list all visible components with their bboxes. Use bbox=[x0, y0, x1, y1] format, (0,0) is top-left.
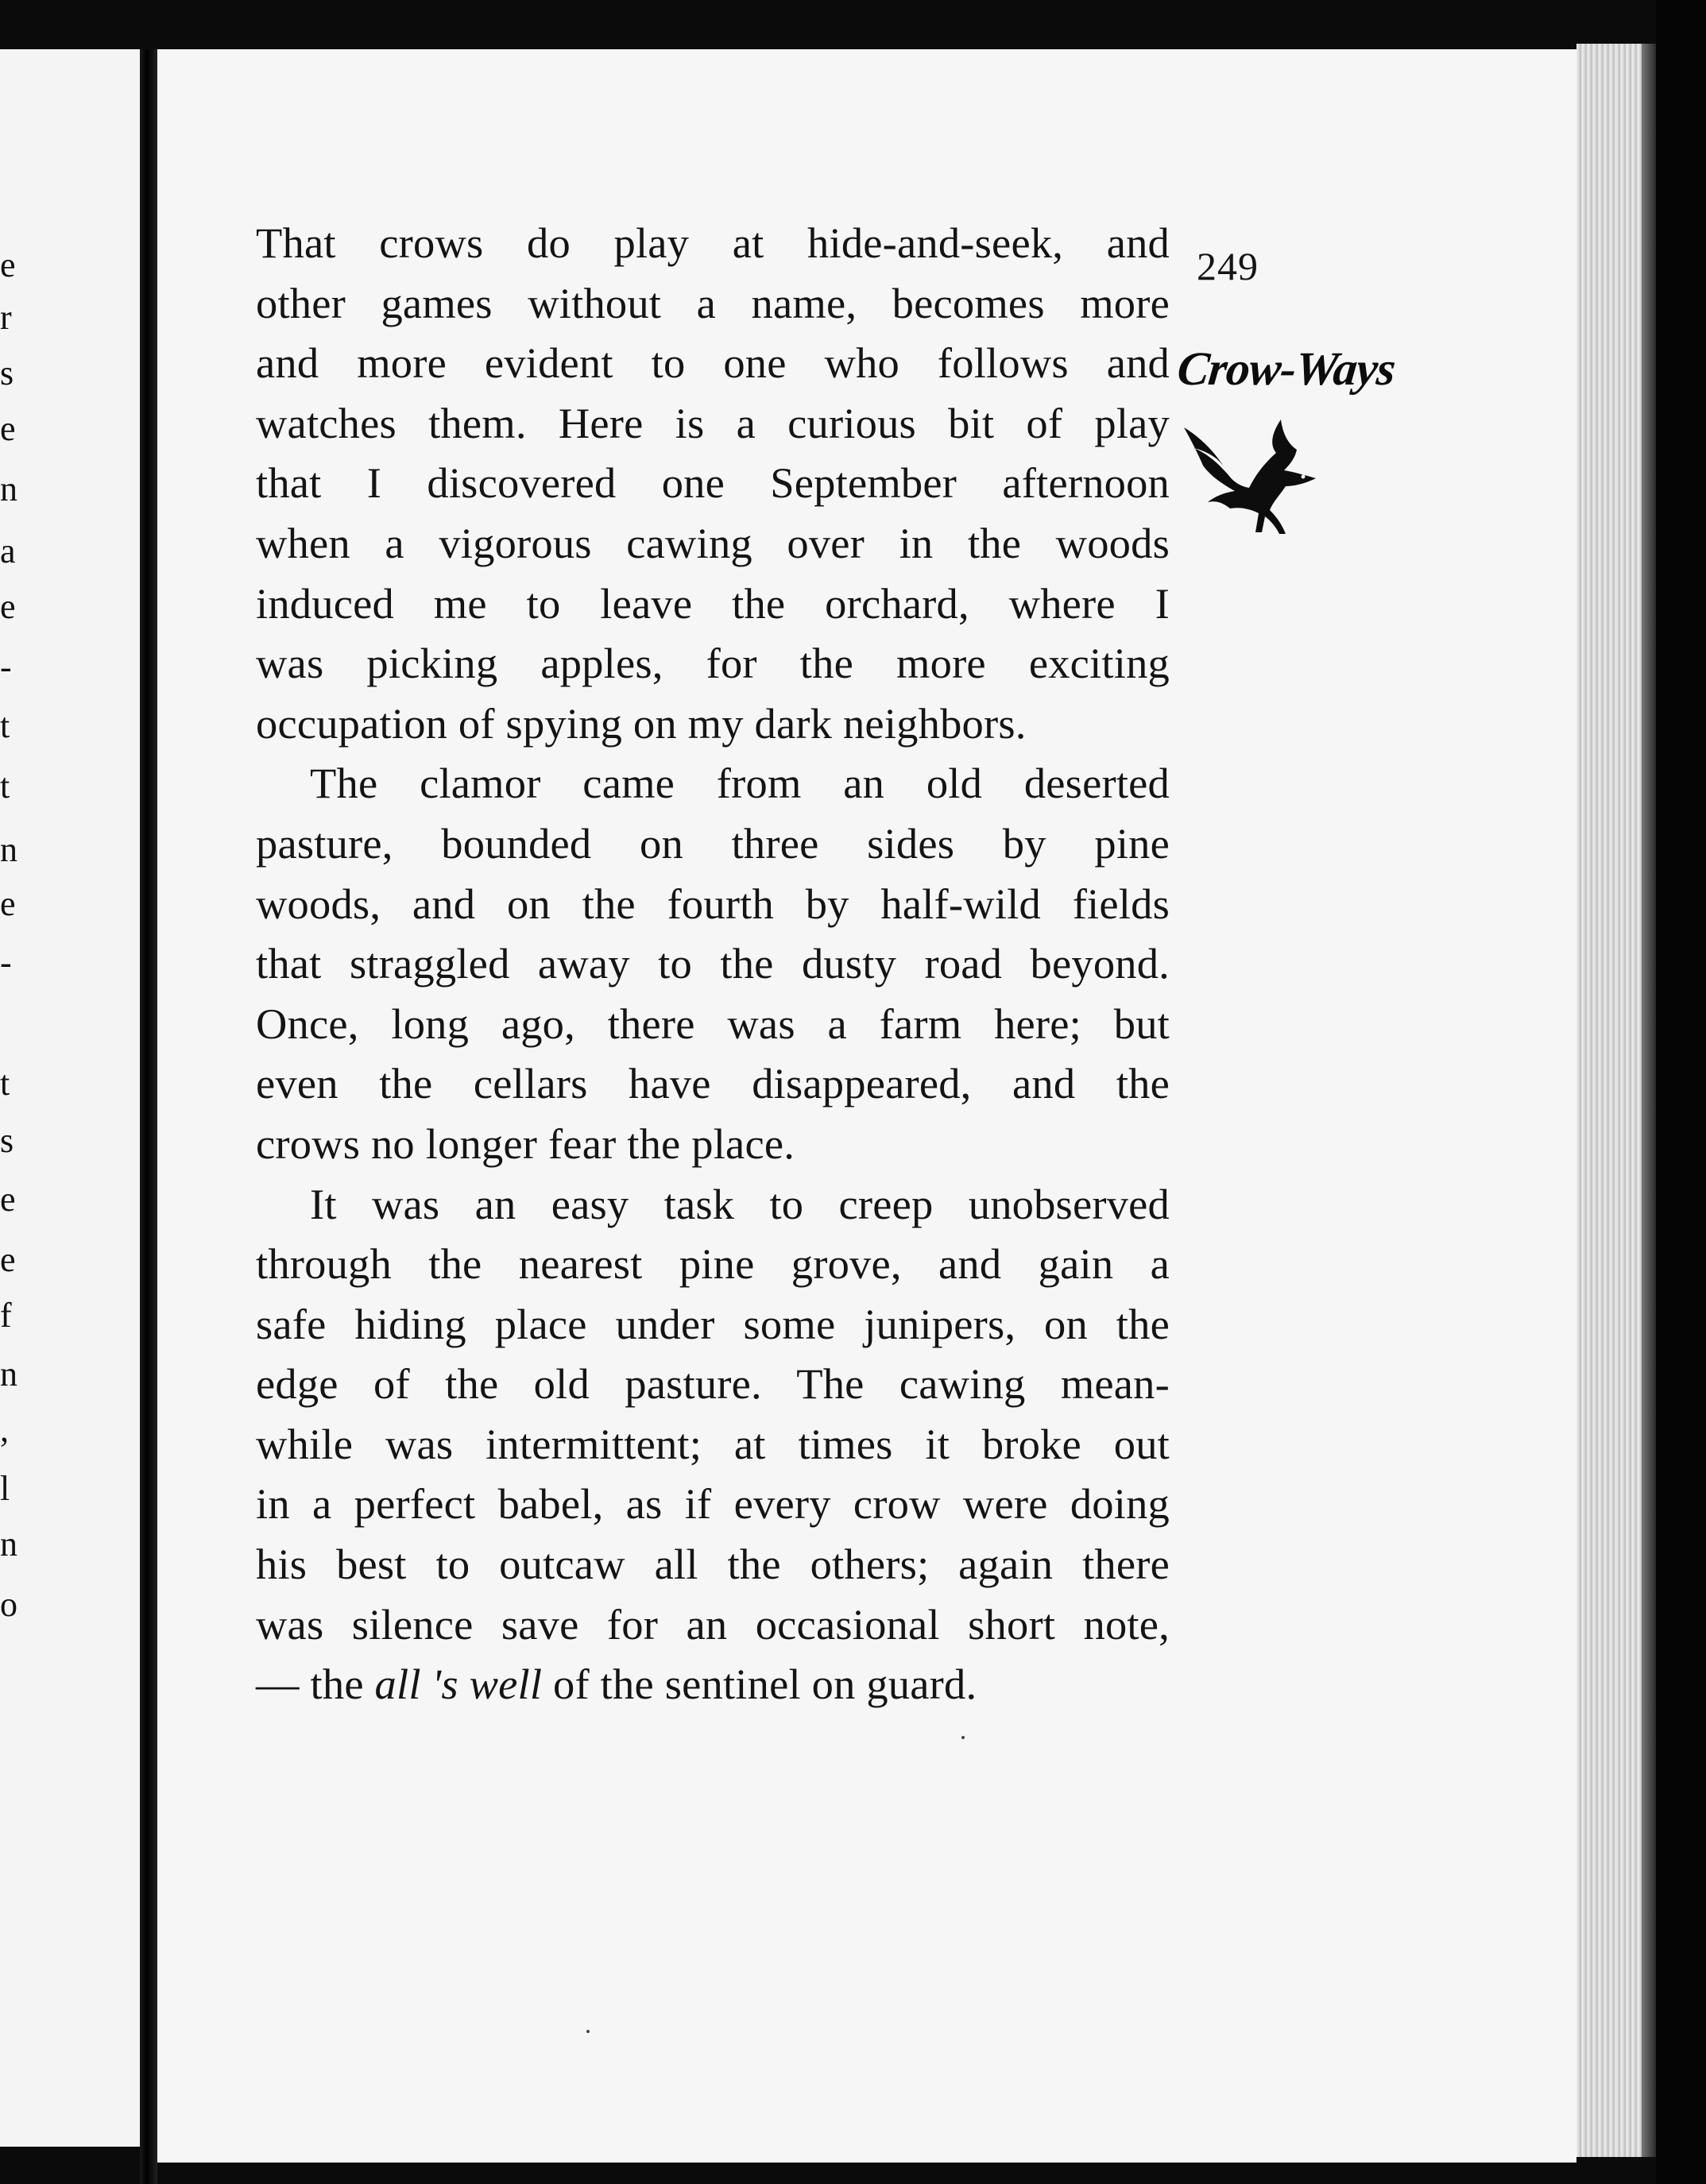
facing-page-char: n bbox=[0, 470, 17, 508]
text-line: that straggled away to the dusty road beyond. bbox=[256, 939, 1170, 988]
crow-icon bbox=[1176, 413, 1327, 540]
text-line: induced me to leave the orchard, where I bbox=[256, 578, 1170, 628]
text-line: and more evident to one who follows and bbox=[256, 338, 1170, 388]
facing-page-char: e bbox=[0, 1180, 16, 1219]
text-line: when a vigorous cawing over in the woods bbox=[256, 518, 1170, 567]
facing-page-char: e bbox=[0, 1240, 16, 1279]
facing-page-char: e bbox=[0, 245, 16, 284]
text-line: pasture, bounded on three sides by pine bbox=[256, 818, 1170, 868]
text-line: edge of the old pasture. The cawing mean- bbox=[256, 1359, 1170, 1409]
facing-page-edge-text bbox=[0, 49, 32, 2147]
facing-page-char: r bbox=[0, 298, 12, 337]
text-line bbox=[256, 1654, 1170, 1714]
facing-page-char: s bbox=[0, 1121, 14, 1160]
text-line: watches them. Here is a curious bit of play bbox=[256, 398, 1170, 447]
text-segment: — the bbox=[256, 1660, 375, 1709]
facing-page-char: l bbox=[0, 1469, 10, 1508]
facing-page-char: t bbox=[0, 767, 10, 806]
text-line: through the nearest pine grove, and gain a bbox=[256, 1239, 1170, 1289]
running-head: Crow-Ways bbox=[1174, 342, 1398, 395]
print-speck bbox=[586, 2030, 590, 2033]
facing-page-char: o bbox=[0, 1585, 17, 1624]
text-line: crows no longer fear the place. bbox=[256, 1119, 795, 1168]
text-line: occupation of spying on my dark neighbors. bbox=[256, 698, 1027, 748]
text-line: woods, and on the fourth by half-wild fields bbox=[256, 879, 1170, 928]
print-speck bbox=[961, 1736, 965, 1739]
text-line: was picking apples, for the more exciting bbox=[256, 639, 1170, 688]
facing-page-char: n bbox=[0, 1355, 17, 1394]
facing-page-char: n bbox=[0, 830, 17, 869]
gutter-shadow bbox=[140, 49, 157, 2184]
body-text bbox=[256, 213, 1170, 1714]
facing-page-char: s bbox=[0, 354, 14, 392]
facing-page-char: e bbox=[0, 884, 16, 923]
paragraph bbox=[256, 753, 1170, 1173]
paragraph bbox=[256, 1174, 1170, 1714]
text-line: That crows do play at hide-and-seek, and bbox=[256, 218, 1170, 267]
facing-page-char: a bbox=[0, 532, 16, 570]
facing-page-char: t bbox=[0, 1064, 10, 1103]
facing-page bbox=[0, 49, 140, 2147]
italic-phrase: all 's well bbox=[374, 1660, 543, 1709]
paragraph bbox=[256, 213, 1170, 753]
text-segment: of the sentinel on guard. bbox=[542, 1660, 977, 1709]
text-line: that I discovered one September afternoon bbox=[256, 458, 1170, 508]
text-line: Once, long ago, there was a farm here; but bbox=[256, 999, 1170, 1048]
page-number: 249 bbox=[1197, 244, 1259, 288]
text-line: his best to outcaw all the others; again there bbox=[256, 1540, 1170, 1589]
facing-page-char: - bbox=[0, 943, 12, 982]
facing-page-char: n bbox=[0, 1525, 17, 1564]
facing-page-char: e bbox=[0, 587, 16, 626]
text-line: It was an easy task to creep unobserved bbox=[310, 1179, 1170, 1228]
text-line: in a perfect babel, as if every crow were doing bbox=[256, 1479, 1170, 1529]
text-line: The clamor came from an old deserted bbox=[310, 759, 1170, 808]
text-line: while was intermittent; at times it broke out bbox=[256, 1419, 1170, 1468]
facing-page-char: , bbox=[0, 1410, 9, 1449]
facing-page-char: e bbox=[0, 409, 16, 448]
text-line: other games without a name, becomes more bbox=[256, 278, 1170, 327]
text-line: even the cellars have disappeared, and the bbox=[256, 1059, 1170, 1108]
facing-page-char: f bbox=[0, 1296, 12, 1335]
page-edges bbox=[1576, 44, 1656, 2157]
facing-page-char: - bbox=[0, 647, 12, 686]
scan-background bbox=[1656, 0, 1706, 2184]
facing-page-char: t bbox=[0, 706, 10, 745]
text-line: safe hiding place under some junipers, on the bbox=[256, 1299, 1170, 1348]
text-line: was silence save for an occasional short note, bbox=[256, 1599, 1170, 1649]
